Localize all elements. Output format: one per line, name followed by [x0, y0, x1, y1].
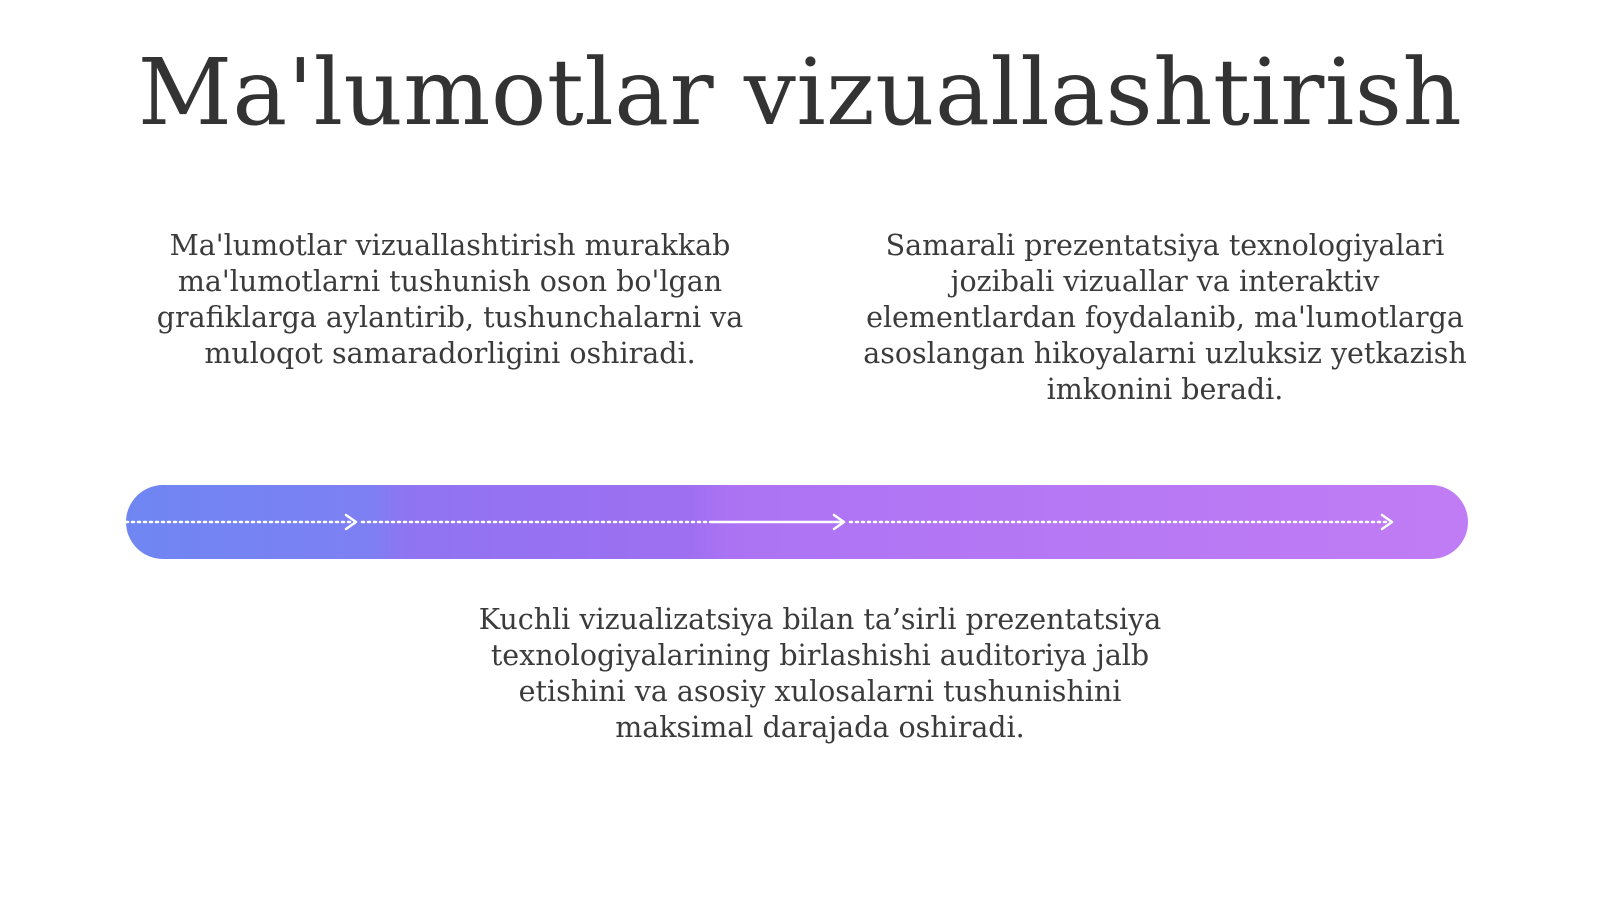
right-text-block: Samarali prezentatsiya texnologiyalari jozibali vizuallar va interaktiv elementlardan foydalanib, ma'lumotlarga asoslangan hikoyalarni uzluksiz yetkazish imkonini beradi.: [863, 229, 1467, 406]
gradient-timeline-bar: [126, 485, 1468, 559]
slide-title: Ma'lumotlar vizuallashtirish: [137, 39, 1463, 146]
arrow-lines: [126, 485, 1468, 559]
left-text-block: Ma'lumotlar vizuallashtirish murakkab ma'lumotlarni tushunish oson bo'lgan grafiklarga aylantirib, tushunchalarni va muloqot samaradorligini oshiradi.: [156, 229, 744, 370]
bottom-text-block: Kuchli vizualizatsiya bilan ta’sirli prezentatsiya texnologiyalarining birlashishi auditoriya jalb etishini va asosiy xulosalarni tushunishini maksimal darajada oshiradi.: [478, 603, 1162, 744]
